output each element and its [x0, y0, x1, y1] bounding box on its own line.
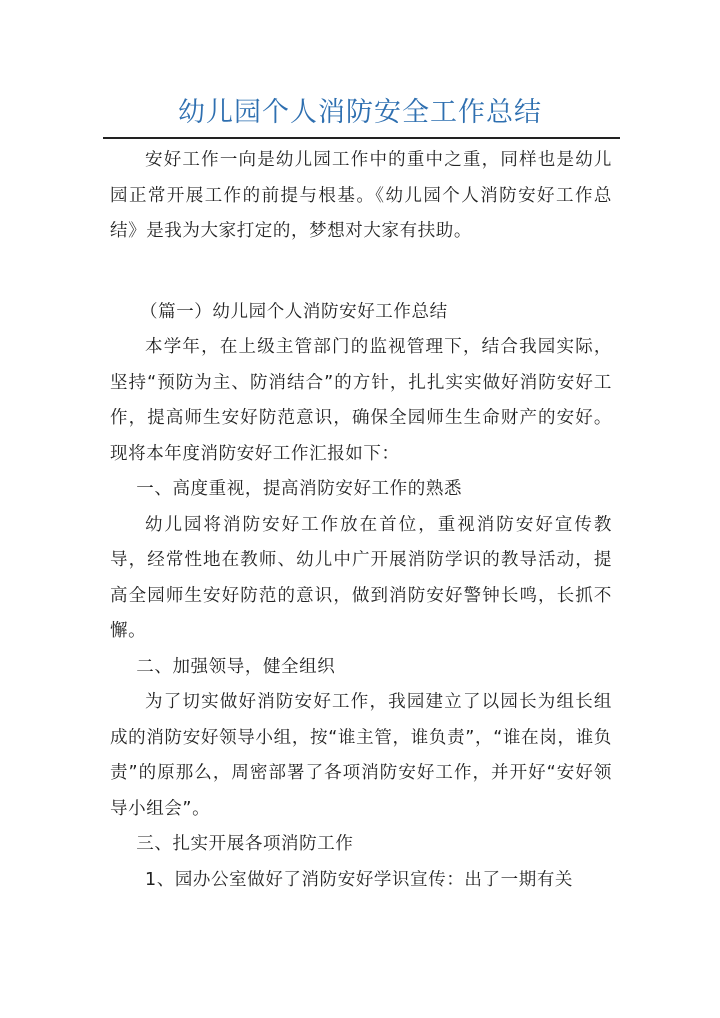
document-title: 幼儿园个人消防安全工作总结 — [178, 97, 542, 128]
title-underline — [103, 137, 620, 139]
section-spacer — [110, 250, 612, 295]
chapter-heading: （篇一）幼儿园个人消防安好工作总结 — [140, 301, 448, 322]
body-paragraph: 为了切实做好消防安好工作，我园建立了以园长为组长组成的消防安好领导小组，按“谁主管，谁负责”，“谁在岗，谁负责”的原那么，周密部署了各项消防安好工作，并开好“安好领导小组会”。 — [110, 692, 612, 819]
document-body — [110, 143, 612, 898]
section-heading: 二、加强领导，健全组织 — [136, 656, 336, 677]
section-heading: 一、高度重视，提高消防安好工作的熟悉 — [136, 479, 463, 499]
section-heading: 三、扎实开展各项消防工作 — [136, 834, 354, 854]
intro-paragraph: 安好工作一向是幼儿园工作中的重中之重，同样也是幼儿园正常开展工作的前提与根基。《幼儿园个人消防安好工作总结》是我为大家打定的，梦想对大家有扶助。 — [110, 150, 612, 241]
body-paragraph: 本学年，在上级主管部门的监视管理下，结合我园实际，坚持“预防为主、防消结合”的方针，扎扎实实做好消防安好工作，提高师生安好防范意识，确保全园师生生命财产的安好。现将本年度消防安好工作汇报如下： — [110, 337, 612, 464]
body-paragraph: 1、园办公室做好了消防安好学识宣传：出了一期有关 — [145, 869, 574, 890]
body-paragraph: 幼儿园将消防安好工作放在首位，重视消防安好宣传教导，经常性地在教师、幼儿中广开展消防学识的教导活动，提高全园师生安好防范的意识，做到消防安好警钟长鸣，长抓不懈。 — [110, 514, 612, 641]
